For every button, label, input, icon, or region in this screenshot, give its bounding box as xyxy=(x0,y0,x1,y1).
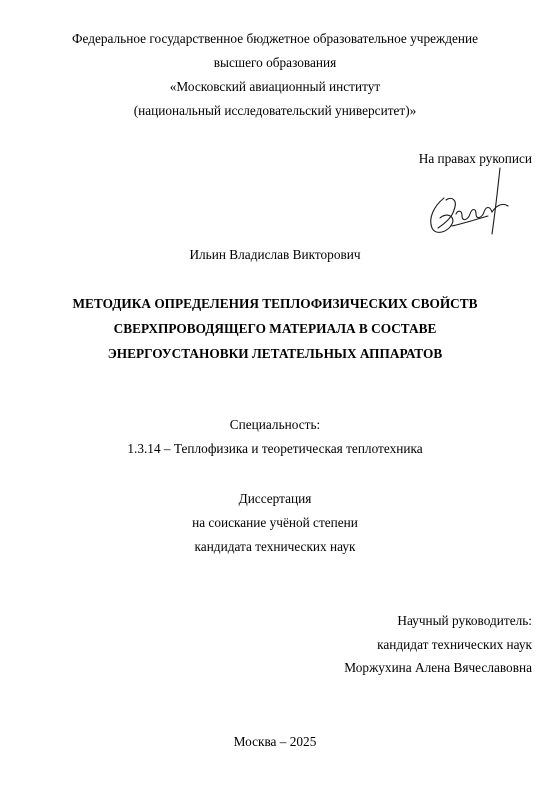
thesis-title-line-1: МЕТОДИКА ОПРЕДЕЛЕНИЯ ТЕПЛОФИЗИЧЕСКИХ СВОЙСТВ xyxy=(72,296,478,311)
supervisor-degree: кандидат технических наук xyxy=(377,637,532,652)
supervisor-name: Моржухина Алена Вячеславовна xyxy=(344,660,532,675)
degree-line-3: кандидата технических наук xyxy=(194,539,356,554)
specialty-value: 1.3.14 – Теплофизика и теоретическая теплотехника xyxy=(127,441,423,456)
rights-note: На правах рукописи xyxy=(418,151,532,166)
handwritten-signature xyxy=(422,166,512,244)
city-year: Москва – 2025 xyxy=(233,734,317,749)
degree-line-1: Диссертация xyxy=(238,491,312,506)
organization-line-3: «Московский авиационный институт xyxy=(169,79,381,94)
thesis-title-line-2: СВЕРХПРОВОДЯЩЕГО МАТЕРИАЛА В СОСТАВЕ xyxy=(113,321,437,336)
specialty-label: Специальность: xyxy=(229,417,321,432)
author-name: Ильин Владислав Викторович xyxy=(189,247,361,262)
organization-line-1: Федеральное государственное бюджетное образовательное учреждение xyxy=(71,31,478,46)
thesis-title-line-3: ЭНЕРГОУСТАНОВКИ ЛЕТАТЕЛЬНЫХ АППАРАТОВ xyxy=(107,346,443,361)
organization-line-2: высшего образования xyxy=(213,55,337,70)
supervisor-label: Научный руководитель: xyxy=(397,613,532,628)
degree-line-2: на соискание учёной степени xyxy=(192,515,358,530)
organization-line-4: (национальный исследовательский университет)» xyxy=(133,103,417,118)
